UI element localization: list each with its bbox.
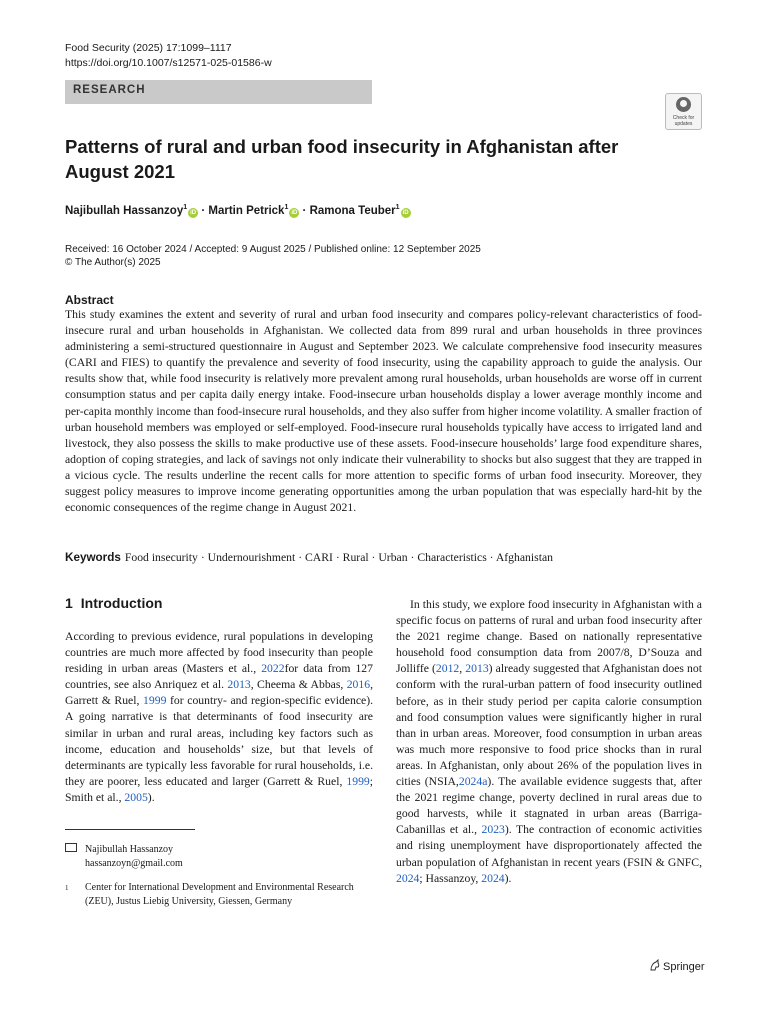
citation-link[interactable]: 2024a [458, 775, 488, 789]
author-affiliation-mark: 1 [395, 204, 400, 211]
publisher-logo [648, 959, 705, 973]
citation-link[interactable]: 2022 [261, 662, 285, 676]
body-text: ). The contraction of economic activities and rising unemployment have disproportionately affected the urban population of Afghanistan in recent years (FSIN & GNFC, [396, 823, 702, 869]
author-name: Ramona Teuber [309, 204, 396, 217]
body-text: for data from 127 countries, see also Anriquez et al. [65, 662, 373, 692]
article-type-banner [65, 80, 372, 104]
orcid-icon[interactable]: iD [291, 209, 298, 216]
citation-link[interactable]: 2013 [465, 662, 489, 676]
citation-link[interactable]: 2016 [346, 678, 371, 692]
body-text: , [459, 662, 466, 676]
body-text: , Cheema & Abbas, [250, 678, 347, 692]
springer-horse-icon [648, 959, 661, 972]
affiliation-number: 1 [65, 884, 69, 892]
author-separator: · [198, 204, 209, 217]
intro-right-column [396, 597, 702, 887]
journal-header [65, 41, 272, 71]
orcid-icon[interactable]: iD [402, 209, 409, 216]
article-title: Patterns of rural and urban food insecurity in Afghanistan after August 2021 [65, 136, 619, 182]
keywords [65, 551, 553, 564]
envelope-icon [65, 843, 77, 852]
doi-link[interactable]: https://doi.org/10.1007/s12571-025-01586-w [65, 57, 272, 69]
intro-left-column [65, 629, 373, 806]
footnote-divider [65, 829, 195, 830]
body-text: , Garrett & Ruel, [65, 678, 373, 708]
body-text: According to previous evidence, rural populations in developing countries are much more affected by food insecurity than people residing in urban areas (Masters et al., [65, 630, 373, 676]
journal-citation: Food Security (2025) 17:1099–1117 [65, 42, 232, 54]
body-text: for country- and region-specific evidence). A going narrative is that determinants of food insecurity are similar in urban and rural areas, including key factors such as income, education and households’ size, but that levels of determinants are typically less favorable for rural households, i.e. they are poorer, less educated and larger (Garrett & Ruel, [65, 694, 374, 788]
history-dates: Received: 16 October 2024 / Accepted: 9 August 2025 / Published online: 12 September 2025 [65, 244, 481, 255]
section-number: 1 [65, 595, 73, 611]
citation-link[interactable]: 2005 [124, 790, 148, 804]
citation-link[interactable]: 1999 [143, 694, 167, 708]
section-title: Introduction [80, 595, 163, 611]
check-for-updates-badge[interactable] [665, 93, 702, 130]
body-text: ). [504, 871, 512, 885]
copyright-notice: © The Author(s) 2025 [65, 257, 161, 268]
abstract-text: This study examines the extent and severity of rural and urban food insecurity and compares policy-relevant characteristics of food-insecure rural and urban households in Afghanistan. We collected data from 899 rural and urban households in three provinces administering a semi-structured questionnaire in August and September 2023. We calculate comprehensive food insecurity measures (CARI and FIES) to quantify the prevalence and severity of food insecurity, using the capability approach to guide the analysis. Our results show that, while food insecurity is relatively more prevalent among rural households, urban households are worse off in current consumption status and per capita daily energy intake. Food-insecure urban households display a lower average monthly income and per-capita monthly income than food-insecure rural households, and they also suffer from higher income volatility. A smaller fraction of urban household members was employed or self-employed. Food-insecure rural households typically have access to irrigated land and livestock, they also possess the skills to make productive use of these assets. Food-insecure households’ large food expenditure shares, adoption of coping strategies, and lack of savings not only indicate their vulnerability to shocks but also suggest that they are trapped in a vicious cycle. The results underline the recent calls for more attention to specific forms of urban food insecurity. Moreover, they suggest policy measures to improve income generating opportunities among the urban population that was especially hard-hit by the economic consequences of the regime change in August 2021. [65, 308, 702, 515]
author-list [65, 204, 411, 218]
keywords-label: Keywords [65, 551, 121, 564]
author-separator: · [299, 204, 310, 217]
author-affiliation-mark: 1 [183, 204, 188, 211]
check-updates-text: Check for updates [672, 115, 695, 127]
article-type-label: RESEARCH [73, 84, 146, 96]
article-dates [65, 243, 481, 269]
crossmark-icon [676, 97, 691, 112]
section-heading-introduction [65, 595, 162, 611]
body-text: ; Hassanzoy, [419, 871, 482, 885]
citation-link[interactable]: 2012 [435, 662, 460, 676]
body-text: ). [147, 790, 155, 804]
corresponding-author-name: Najibullah Hassanzoy [85, 844, 174, 855]
citation-link[interactable]: 1999 [346, 774, 370, 788]
author-name: Martin Petrick [208, 204, 285, 217]
keywords-list: Food insecurity · Undernourishment · CARI · Rural · Urban · Characteristics · Afghanistan [124, 551, 553, 564]
abstract-heading: Abstract [65, 293, 114, 307]
publisher-name: Springer [663, 961, 705, 973]
author-affiliation-mark: 1 [284, 204, 289, 211]
affiliation-footnote [65, 881, 365, 909]
body-text: ). The available evidence suggests that, after the 2021 regime change, poverty declined in rural areas due to good harvests, while it stagnated in urban areas (Barriga-Cabanillas et al., [396, 775, 702, 837]
orcid-icon[interactable]: iD [190, 209, 197, 216]
corresponding-author-footnote [65, 843, 183, 871]
corresponding-author-email[interactable]: hassanzoyn@gmail.com [85, 858, 183, 869]
author-name: Najibullah Hassanzoy [65, 204, 184, 217]
body-text: ) already suggested that Afghanistan does not conform with the rural-urban pattern of food insecurity outlined before, as in their study period per capita calorie consumption and food consumption values were significantly higher in rural than in urban areas. Moreover, food consumption in urban areas was much more responsive to food price shocks than in rural areas. In Afghanistan, only about 26% of the population lives in cities (NSIA, [396, 662, 702, 789]
citation-link[interactable]: 2024 [481, 871, 505, 885]
body-text: ; Smith et al., [65, 774, 373, 804]
body-text: In this study, we explore food insecurity in Afghanistan with a specific focus on patterns of rural and urban food insecurity after the 2021 regime change. Based on nationally representative household food consumption data from 2007/8, D’Souza and Jolliffe ( [396, 598, 702, 676]
citation-link[interactable]: 2024 [396, 871, 420, 885]
citation-link[interactable]: 2023 [481, 823, 505, 837]
citation-link[interactable]: 2013 [227, 678, 251, 692]
affiliation-text: Center for International Development and Environmental Research (ZEU), Justus Liebig University, Giessen, Germany [85, 882, 354, 907]
